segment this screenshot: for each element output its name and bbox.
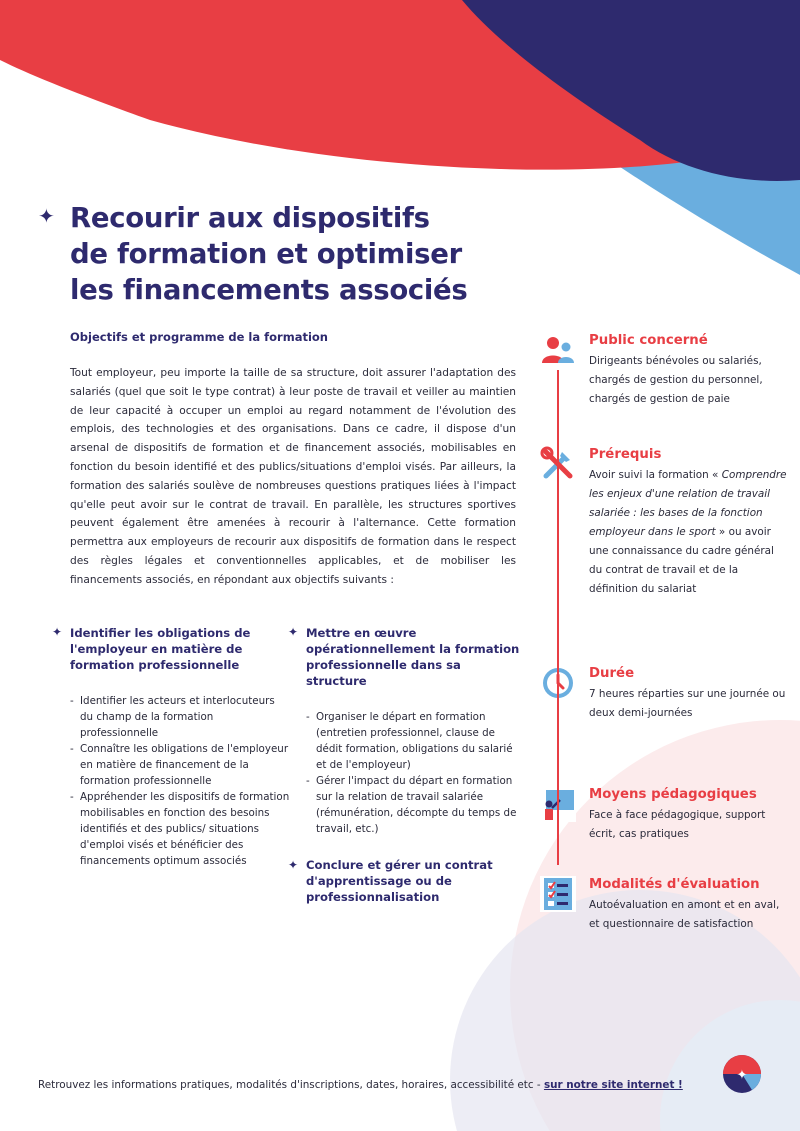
public-text: Dirigeants bénévoles ou salariés, chargés de gestion du personnel, chargés de gestion de paie <box>589 355 763 405</box>
objective-column-right <box>288 625 520 905</box>
list-item: - Gérer l'impact du départ en formation sur la relation de travail salariée (rémunération, décompte du temps de travail, etc.) <box>306 773 520 837</box>
objective-column-left <box>52 625 290 869</box>
brand-logo-icon <box>722 1054 762 1094</box>
objective-heading-contract <box>288 857 520 905</box>
sidebar-timeline-line <box>557 370 559 865</box>
modalites-title: Modalités d'évaluation <box>589 877 760 892</box>
moyens-title: Moyens pédagogiques <box>589 787 757 802</box>
objective-list-left <box>70 693 290 869</box>
objective-heading-contract-text: Conclure et gérer un contrat d'apprentissage ou de professionnalisation <box>306 858 493 904</box>
footer-text: Retrouvez les informations pratiques, modalités d'inscriptions, dates, horaires, accessibilité etc - <box>38 1079 544 1091</box>
footer-note <box>38 1079 683 1091</box>
title-line-1: Recourir aux dispositifs <box>70 202 430 234</box>
prerequis-text <box>589 466 789 599</box>
duree-title: Durée <box>589 666 635 681</box>
objective-heading-identify: Identifier les obligations de l'employeur en matière de formation professionnelle <box>70 626 251 672</box>
modalites-text: Autoévaluation en amont et en aval, et questionnaire de satisfaction <box>589 899 780 930</box>
sparkle-icon: ✦ <box>52 625 63 639</box>
sparkle-icon: ✦ <box>288 625 299 639</box>
prerequis-text-after: » ou avoir une connaissance du cadre général du contrat de travail et de la définition du salariat <box>589 526 774 595</box>
public-title: Public concerné <box>589 333 708 348</box>
prerequis-text-before: Avoir suivi la formation « <box>589 469 722 481</box>
svg-text:✦: ✦ <box>736 1068 748 1083</box>
objective-list-right <box>306 709 520 837</box>
list-item: - Identifier les acteurs et interlocuteurs du champ de la formation professionnelle <box>70 693 290 741</box>
list-item: - Organiser le départ en formation (entretien professionnel, clause de dédit formation, obligations du salarié et de l'employeur) <box>306 709 520 773</box>
intro-paragraph: Tout employeur, peu importe la taille de sa structure, doit assurer l'adaptation des salariés (quel que soit le type contrat) à leur poste de travail et veiller au maintien de leur capacité à occuper un emploi au regard notamment de l'évolution des emplois, des technologies et des organisations. Dans ce cadre, il dispose d'un arsenal de dispositifs de formation et de financement associés, mobilisables en fonction du besoin identifié et des publics/situations d'emploi visés. Par ailleurs, la formation des salariés soulève de nombreuses questions pratiques liées à l'impact qu'elle peut avoir sur le contrat de travail. En parallèle, les structures sportives peuvent également être amenées à recourir à l'alternance. Cette formation permettra aux employeurs de recourir aux dispositifs de formation dans le respect des règles légales et conventionnelles applicables, et de mobiliser les financements associés, en répondant aux objectifs suivants : <box>70 367 516 586</box>
checklist-icon <box>540 876 576 912</box>
objectives-heading: Objectifs et programme de la formation <box>70 330 328 344</box>
moyens-text: Face à face pédagogique, support écrit, cas pratiques <box>589 809 766 840</box>
list-item: - Connaître les obligations de l'employeur en matière de financement de la formation professionnelle <box>70 741 290 789</box>
objective-heading-implement: Mettre en œuvre opérationnellement la formation professionnelle dans sa structure <box>306 626 520 688</box>
duree-text: 7 heures réparties sur une journée ou deux demi-journées <box>589 688 786 719</box>
title-line-2: de formation et optimiser <box>70 238 462 270</box>
prerequis-title: Prérequis <box>589 447 662 462</box>
users-icon <box>540 332 576 368</box>
title-sparkle-icon: ✦ <box>38 204 55 228</box>
title-line-3: les financements associés <box>70 274 468 306</box>
list-item: - Appréhender les dispositifs de formation mobilisables en fonction des besoins identifiés et des publics/ situations d'emploi visés et bénéficier des financements optimum associés <box>70 789 290 869</box>
website-link[interactable]: sur notre site internet ! <box>543 1079 683 1091</box>
page-title <box>70 200 550 308</box>
prerequis-text-italic: Comprendre les enjeux d'une relation de travail salariée : les bases de la fonction employeur dans le sport <box>589 469 787 538</box>
sparkle-icon: ✦ <box>288 858 299 872</box>
